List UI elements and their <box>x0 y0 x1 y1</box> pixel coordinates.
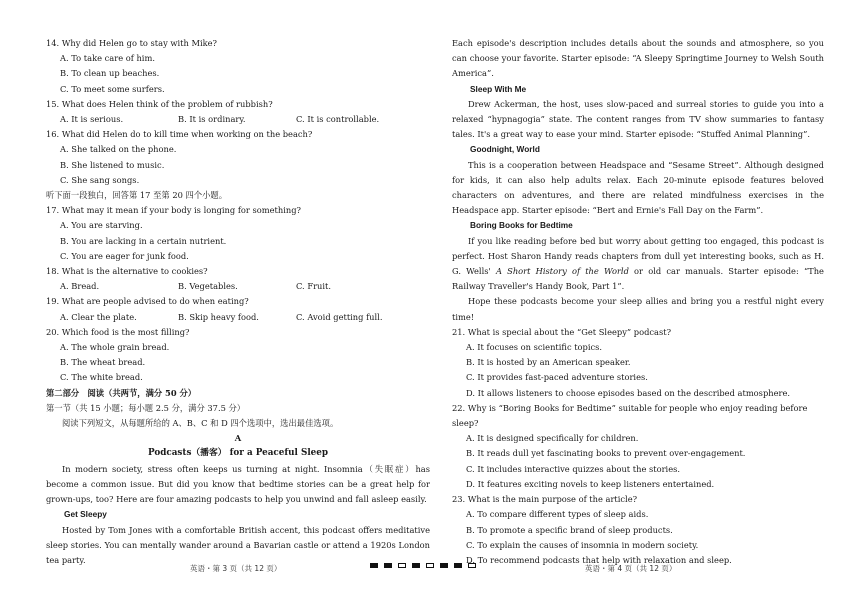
option: D. It allows listeners to choose episodes based on the described atmosphere. <box>466 387 791 398</box>
paragraph <box>452 234 824 295</box>
option: B. To promote a specific brand of sleep products. <box>466 524 673 535</box>
option: B. She listened to music. <box>60 159 165 170</box>
option: A. Bread. <box>60 281 100 292</box>
question-18: 18. What is the alternative to cookies? <box>46 266 208 277</box>
page-number-right: 英语・第 4 页（共 12 页） <box>585 564 677 573</box>
option: B. Vegetables. <box>178 281 238 292</box>
question-20: 20. Which food is the most filling? <box>46 326 190 337</box>
question-23: 23. What is the main purpose of the article? <box>452 494 638 505</box>
question-16: 16. What did Helen do to kill time when working on the beach? <box>46 129 313 140</box>
option: D. It features exciting novels to keep listeners entertained. <box>466 478 715 489</box>
option: C. To explain the causes of insomnia in modern society. <box>466 539 699 550</box>
question-21: 21. What is special about the “Get Sleepy” podcast? <box>452 326 672 337</box>
option: A. Clear the plate. <box>60 311 137 322</box>
option: A. The whole grain bread. <box>60 342 170 353</box>
mark-outline <box>468 563 476 568</box>
question-14: 14. Why did Helen go to stay with Mike? <box>46 38 218 48</box>
passage-letter: A <box>234 433 242 444</box>
option: C. Avoid getting full. <box>296 311 383 322</box>
paragraph: Each episode's description includes details about the sounds and atmosphere, so you can choose your favorite. Starter episode: “A Sleepy Springtime Journey to Welsh South America”. <box>452 38 824 79</box>
option: B. Skip heavy food. <box>178 311 259 322</box>
passage-title: Podcasts（播客） for a Peaceful Sleep <box>147 448 329 459</box>
option: C. To meet some surfers. <box>60 83 165 94</box>
paragraph: Hope these podcasts become your sleep allies and bring you a restful night every time! <box>452 296 824 322</box>
option: A. It is serious. <box>60 114 124 125</box>
listening-instruction: 听下面一段独白，回答第 17 至第 20 四个小题。 <box>46 190 228 201</box>
option: B. It is hosted by an American speaker. <box>466 357 631 368</box>
part-heading: 第二部分 阅读（共两节，满分 50 分） <box>46 387 197 398</box>
option: A. You are starving. <box>60 220 143 231</box>
paragraph: Drew Ackerman, the host, uses slow-paced and surreal stories to guide you into a relaxed “hypnagogia” state. The content ranges from TV show summaries to fantasy tales. It's a great way to ease your mind. Starter episode: “Stuffed Animal Planning”. <box>452 98 824 140</box>
section-heading: 第一节（共 15 小题；每小题 2.5 分，满分 37.5 分） <box>46 402 246 413</box>
paragraph: In modern society, stress often keeps us turning at night. Insomnia（失眠症）has become a common issue. But did you know that bedtime stories can be a great help for grown-ups, too? Here are four amazing podcasts to help you unwind and fall asleep easily. <box>46 463 430 505</box>
reading-instruction: 阅读下列短文，从每题所给的 A、B、C 和 D 四个选项中，选出最佳选项。 <box>62 418 339 429</box>
question-15: 15. What does Helen think of the problem of rubbish? <box>46 98 273 109</box>
option: C. The white bread. <box>60 372 143 383</box>
subheading: Boring Books for Bedtime <box>470 220 573 231</box>
option: A. To compare different types of sleep aids. <box>466 509 649 520</box>
mark-filled <box>454 563 462 568</box>
text: or old car manuals. Starter episode: “The Railway Traveller's Handy Book, Part 1”. <box>452 266 824 292</box>
page-number-left: 英语・第 3 页（共 12 页） <box>190 564 282 573</box>
paragraph: Hosted by Tom Jones with a comfortable British accent, this podcast offers meditative sleep stories. You can mentally wander around a Bavarian castle or attend a 1920s London tea party. <box>46 524 430 565</box>
registration-marks <box>370 563 476 568</box>
subheading: Get Sleepy <box>64 509 107 520</box>
option: B. The wheat bread. <box>60 357 146 368</box>
subheading: Sleep With Me <box>470 83 527 94</box>
mark-filled <box>370 563 378 568</box>
option: C. You are eager for junk food. <box>60 250 189 261</box>
option: B. It is ordinary. <box>178 114 246 125</box>
options-row <box>60 279 430 294</box>
option: A. To take care of him. <box>60 53 155 64</box>
option: B. You are lacking in a certain nutrient. <box>60 235 227 246</box>
mark-filled <box>412 563 420 568</box>
option: D. To recommend podcasts that help with relaxation and sleep. <box>466 554 732 565</box>
options-row <box>60 310 430 325</box>
text: If you like reading before bed but worry about getting too engaged, this podcast is perfect. Host Sharon Handy reads chapters from dull yet interesting books, such as H. G. Wells' <box>452 235 824 277</box>
question-17: 17. What may it mean if your body is longing for something? <box>46 205 301 216</box>
paragraph: This is a cooperation between Headspace and “Sesame Street”. Although designed for kids, it can also help adults relax. Each 20-minute episode features beloved characters on adventures, and there are related mindfulness exercises in the Headspace app. Starter episode: “Bert and Ernie's Fall Day on the Farm”. <box>452 159 824 216</box>
mark-filled <box>440 563 448 568</box>
option: A. It is designed specifically for children. <box>466 433 639 444</box>
mark-filled <box>384 563 392 568</box>
option: A. She talked on the phone. <box>60 144 177 155</box>
option: B. It reads dull yet fascinating books to prevent over-engagement. <box>466 448 746 459</box>
book-title: A Short History of the World <box>495 266 629 277</box>
option: A. It focuses on scientific topics. <box>466 342 603 353</box>
option: C. It is controllable. <box>296 114 380 125</box>
option: C. It includes interactive quizzes about the stories. <box>466 463 681 474</box>
option: B. To clean up beaches. <box>60 68 160 79</box>
mark-outline <box>398 563 406 568</box>
mark-outline <box>426 563 434 568</box>
option: C. She sang songs. <box>60 174 140 185</box>
left-column <box>46 36 430 568</box>
options-row <box>60 112 430 127</box>
option: C. Fruit. <box>296 281 332 292</box>
right-column <box>452 36 824 568</box>
question-22: 22. Why is “Boring Books for Bedtime” suitable for people who enjoy reading before sleep? <box>452 402 808 429</box>
option: C. It provides fast-paced adventure stories. <box>466 372 648 383</box>
question-19: 19. What are people advised to do when eating? <box>46 296 249 307</box>
subheading: Goodnight, World <box>470 144 540 155</box>
